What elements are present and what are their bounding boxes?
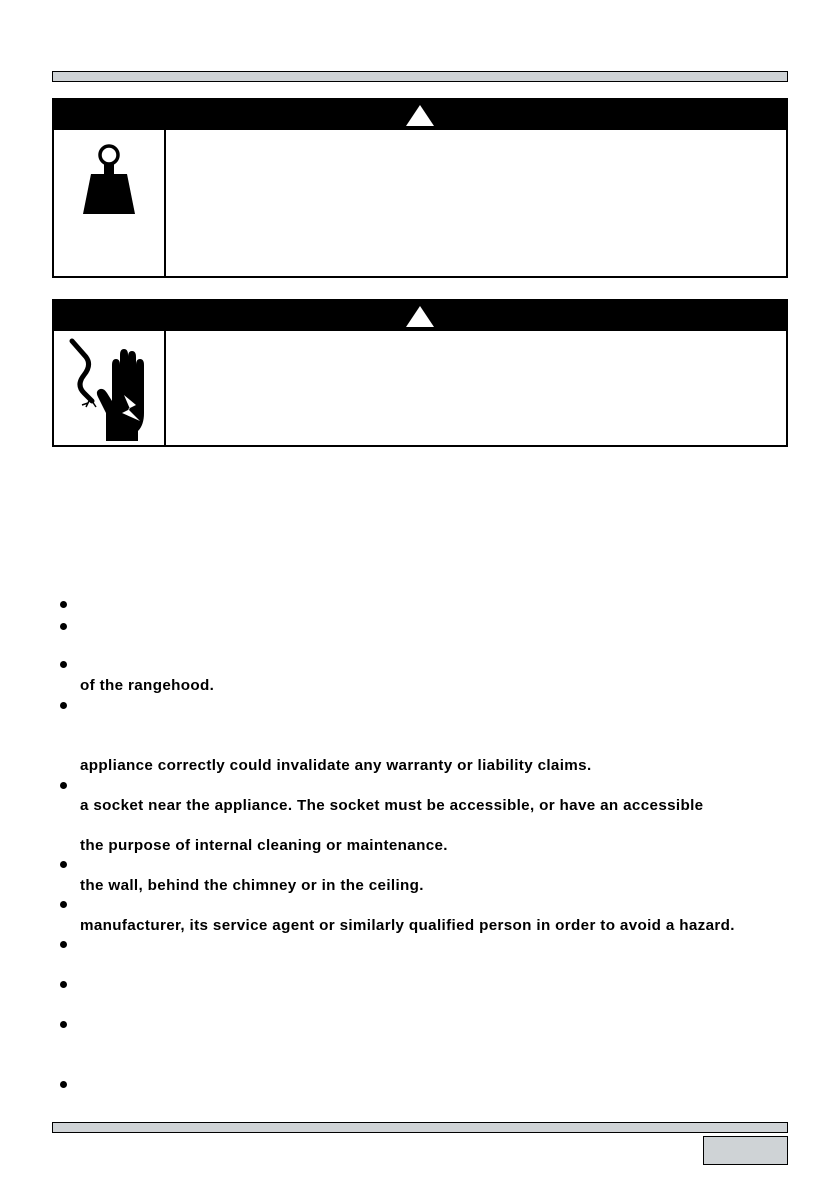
bottom-footer-bar bbox=[52, 1122, 788, 1133]
list-item-line: the purpose of internal cleaning or maintenance. bbox=[80, 837, 448, 854]
warning-text-area bbox=[166, 331, 786, 445]
electric-shock-hand-icon bbox=[64, 335, 154, 445]
bullet bbox=[60, 782, 67, 789]
warning-box-electric bbox=[52, 299, 788, 447]
warning-header bbox=[54, 301, 786, 331]
icon-cell bbox=[54, 331, 166, 445]
heavy-weight-icon bbox=[79, 142, 139, 228]
bullet bbox=[60, 981, 67, 988]
bullet bbox=[60, 1021, 67, 1028]
bullet bbox=[60, 861, 67, 868]
bullet bbox=[60, 623, 67, 630]
bullet bbox=[60, 941, 67, 948]
warning-header bbox=[54, 100, 786, 130]
list-item-line: a socket near the appliance. The socket must be accessible, or have an accessible bbox=[80, 797, 704, 814]
list-item-line: the wall, behind the chimney or in the ceiling. bbox=[80, 877, 424, 894]
list-item-line: appliance correctly could invalidate any warranty or liability claims. bbox=[80, 757, 592, 774]
top-header-bar bbox=[52, 71, 788, 82]
warning-triangle-icon bbox=[405, 305, 435, 328]
bullet bbox=[60, 1081, 67, 1088]
page-number-tab bbox=[703, 1136, 788, 1165]
bullet bbox=[60, 661, 67, 668]
warning-text-area bbox=[166, 130, 786, 276]
list-item-line: manufacturer, its service agent or similarly qualified person in order to avoid a hazard. bbox=[80, 917, 735, 934]
bullet bbox=[60, 901, 67, 908]
bullet bbox=[60, 702, 67, 709]
bullet bbox=[60, 601, 67, 608]
icon-cell bbox=[54, 130, 166, 276]
list-item-line: of the rangehood. bbox=[80, 677, 215, 694]
warning-box-heavy bbox=[52, 98, 788, 278]
warning-triangle-icon bbox=[405, 104, 435, 127]
